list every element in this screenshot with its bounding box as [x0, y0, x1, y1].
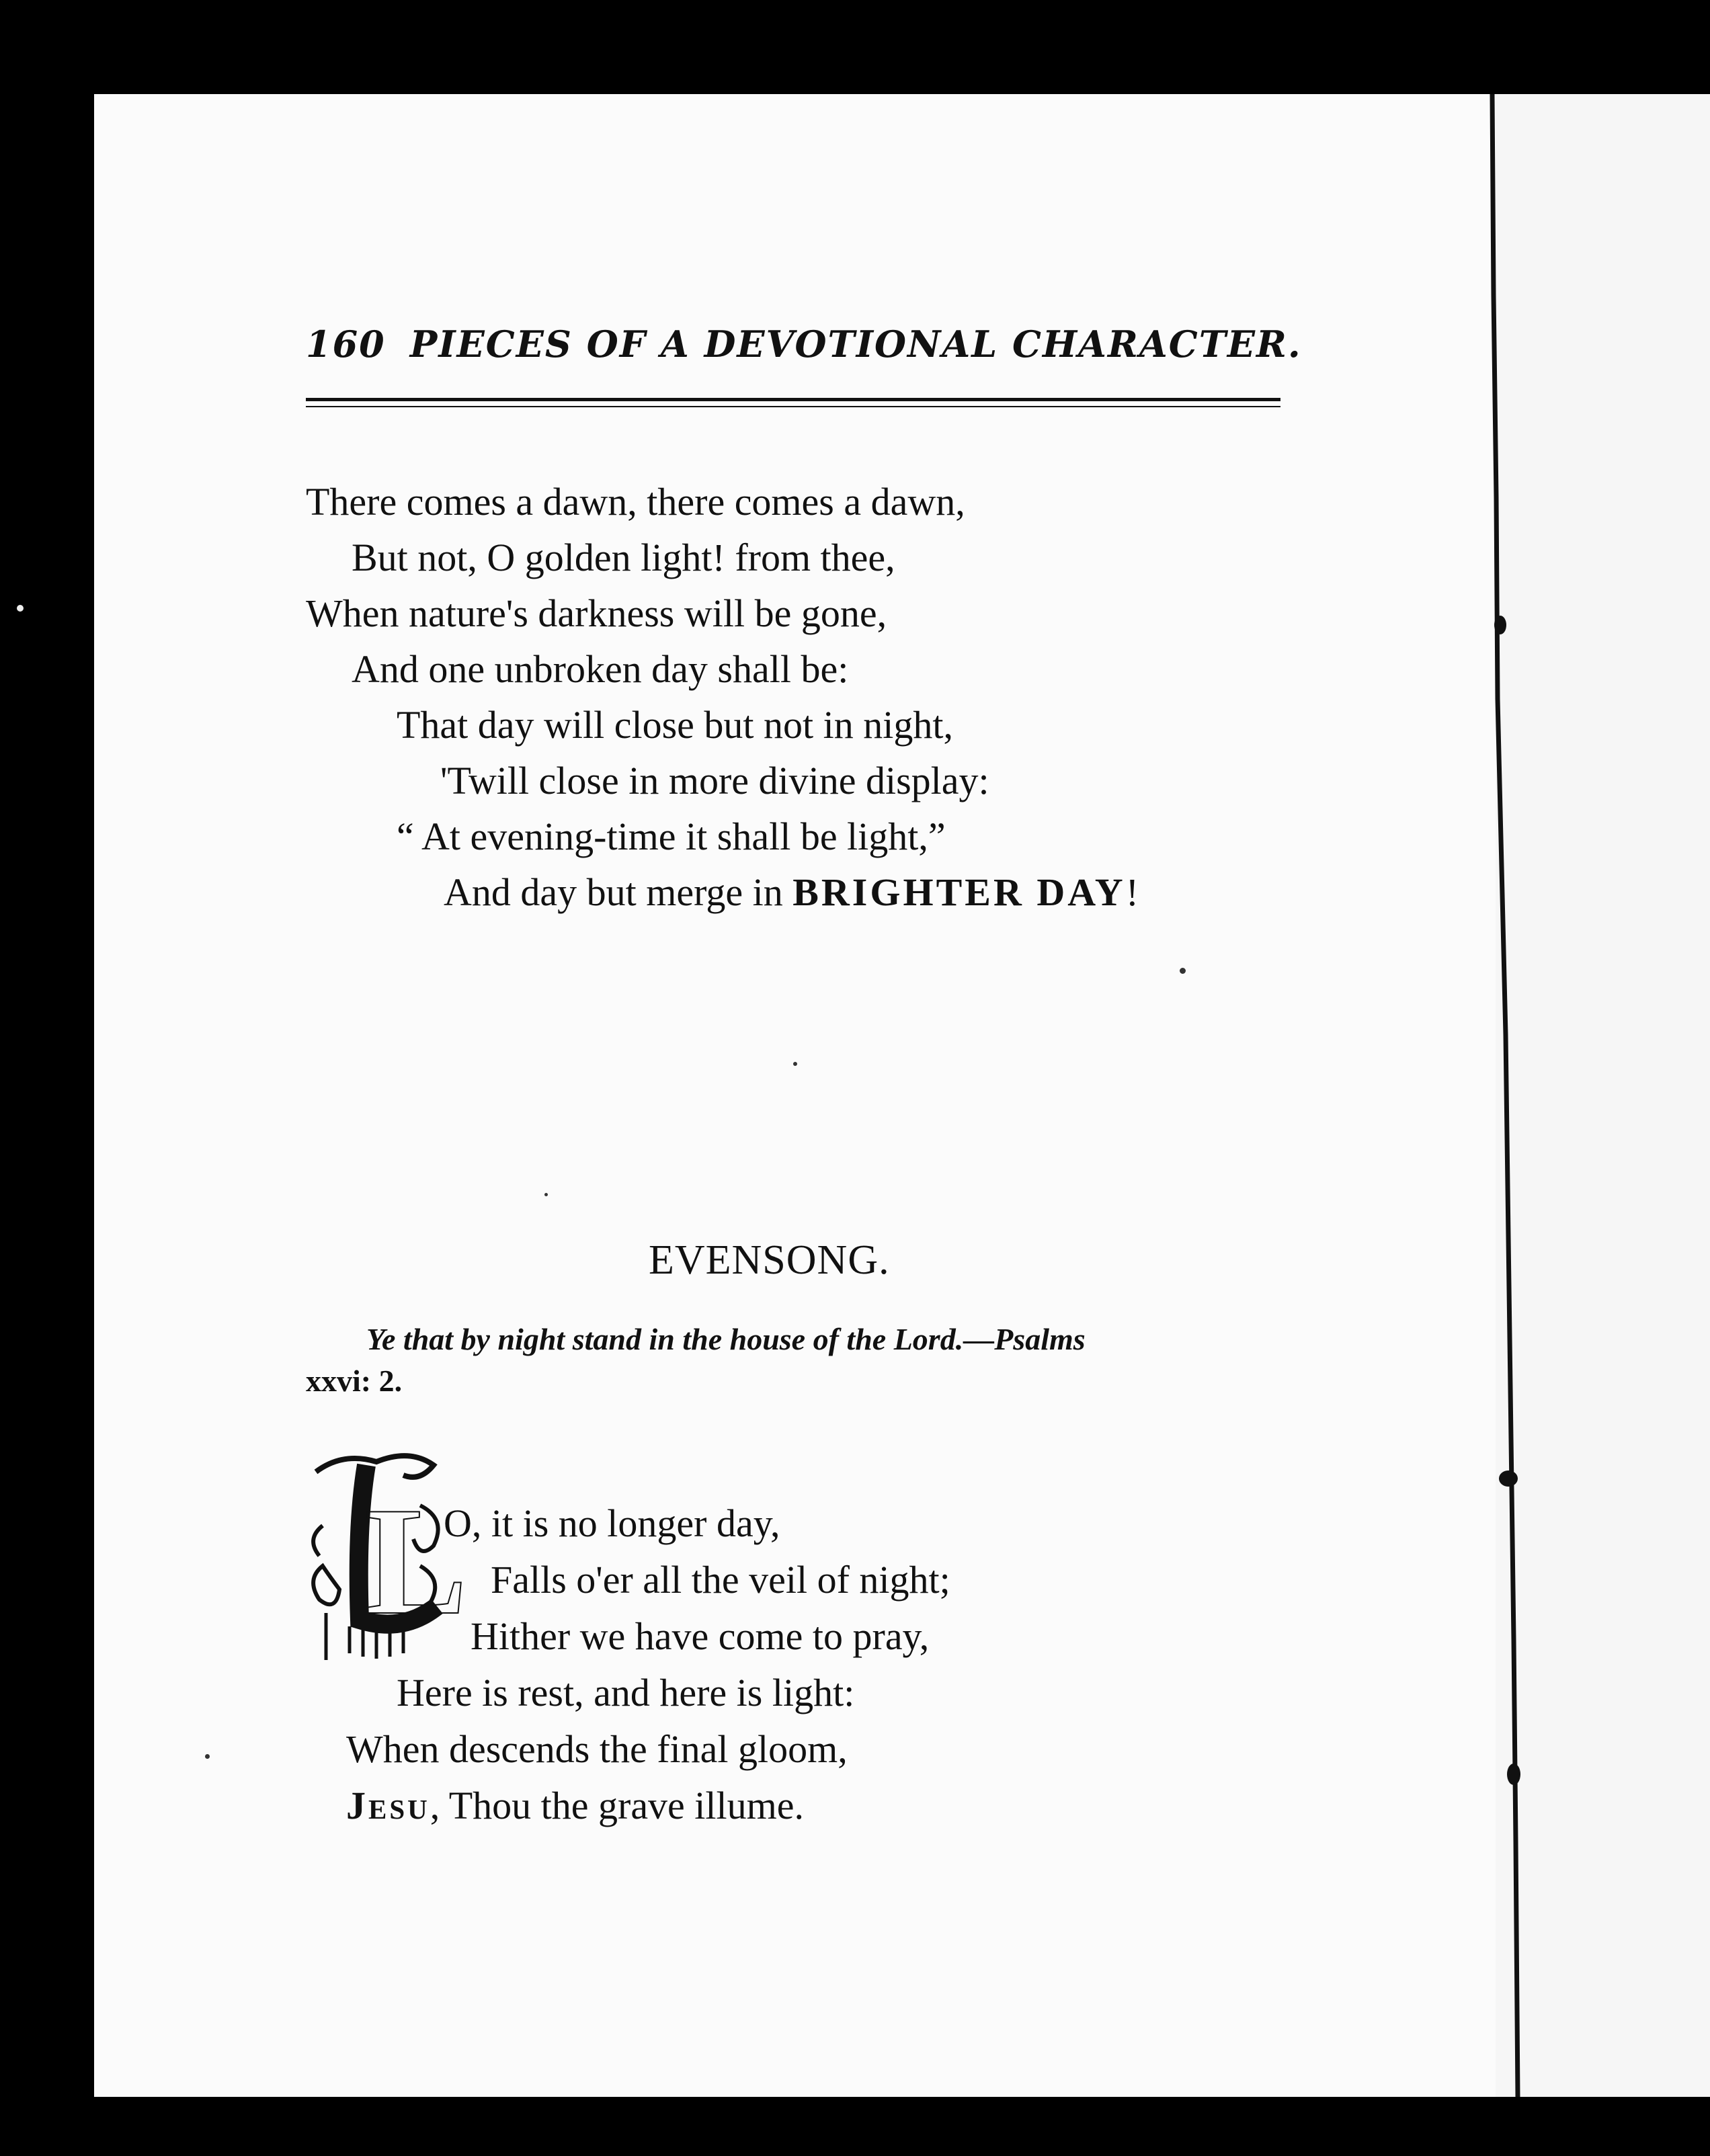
poem-line: Falls o'er all the veil of night;	[491, 1558, 950, 1602]
ornamental-drop-cap	[302, 1445, 468, 1667]
book-binding-edge	[1479, 94, 1526, 2097]
running-header	[306, 323, 1302, 376]
scan-speck	[793, 1062, 797, 1066]
scan-speck	[544, 1193, 548, 1196]
poem-line: “ At evening-time it shall be light,”	[397, 815, 946, 858]
book-page	[94, 94, 1519, 2097]
poem-line: And one unbroken day shall be:	[352, 647, 849, 691]
poem-line: Here is rest, and here is light:	[397, 1671, 855, 1714]
scan-border-bottom	[0, 2097, 1710, 2156]
header-rule-thin	[306, 406, 1280, 407]
jesu-name: Jesu	[346, 1784, 430, 1827]
poem-line	[346, 1786, 804, 1825]
scan-speck	[17, 605, 24, 612]
poem-line	[444, 870, 1139, 914]
exclamation: !	[1125, 870, 1139, 914]
poem-line: When nature's darkness will be gone,	[306, 591, 887, 635]
scan-speck	[205, 1754, 210, 1759]
poem-line: When descends the final gloom,	[346, 1727, 848, 1771]
poem-title: EVENSONG.	[649, 1237, 890, 1283]
poem-line: That day will close but not in night,	[397, 703, 954, 747]
facing-page-edge	[1496, 94, 1710, 2097]
epigraph	[306, 1319, 1301, 1402]
drop-cap-letter: L	[364, 1475, 468, 1647]
poem-line: O, it is no longer day,	[444, 1501, 780, 1545]
header-rule-thick	[306, 398, 1280, 401]
page-number: 160	[306, 323, 386, 366]
epigraph-quote: Ye that by night stand in the house of the Lord.—Psalms	[366, 1322, 1086, 1356]
poem-line-text: , Thou the grave illume.	[430, 1784, 805, 1827]
scan-speck	[1180, 968, 1186, 974]
poem-line: 'Twill close in more divine display:	[440, 759, 989, 802]
poem-line: Hither we have come to pray,	[471, 1614, 930, 1658]
brighter-day-emphasis: BRIGHTER DAY	[792, 870, 1126, 914]
poem-line: But not, O golden light! from thee,	[352, 536, 895, 579]
running-title: PIECES OF A DEVOTIONAL CHARACTER.	[409, 323, 1302, 366]
poem-line-text: And day but merge in	[444, 870, 793, 914]
poem-line: There comes a dawn, there comes a dawn,	[306, 480, 965, 524]
epigraph-reference: xxvi: 2.	[306, 1364, 403, 1398]
